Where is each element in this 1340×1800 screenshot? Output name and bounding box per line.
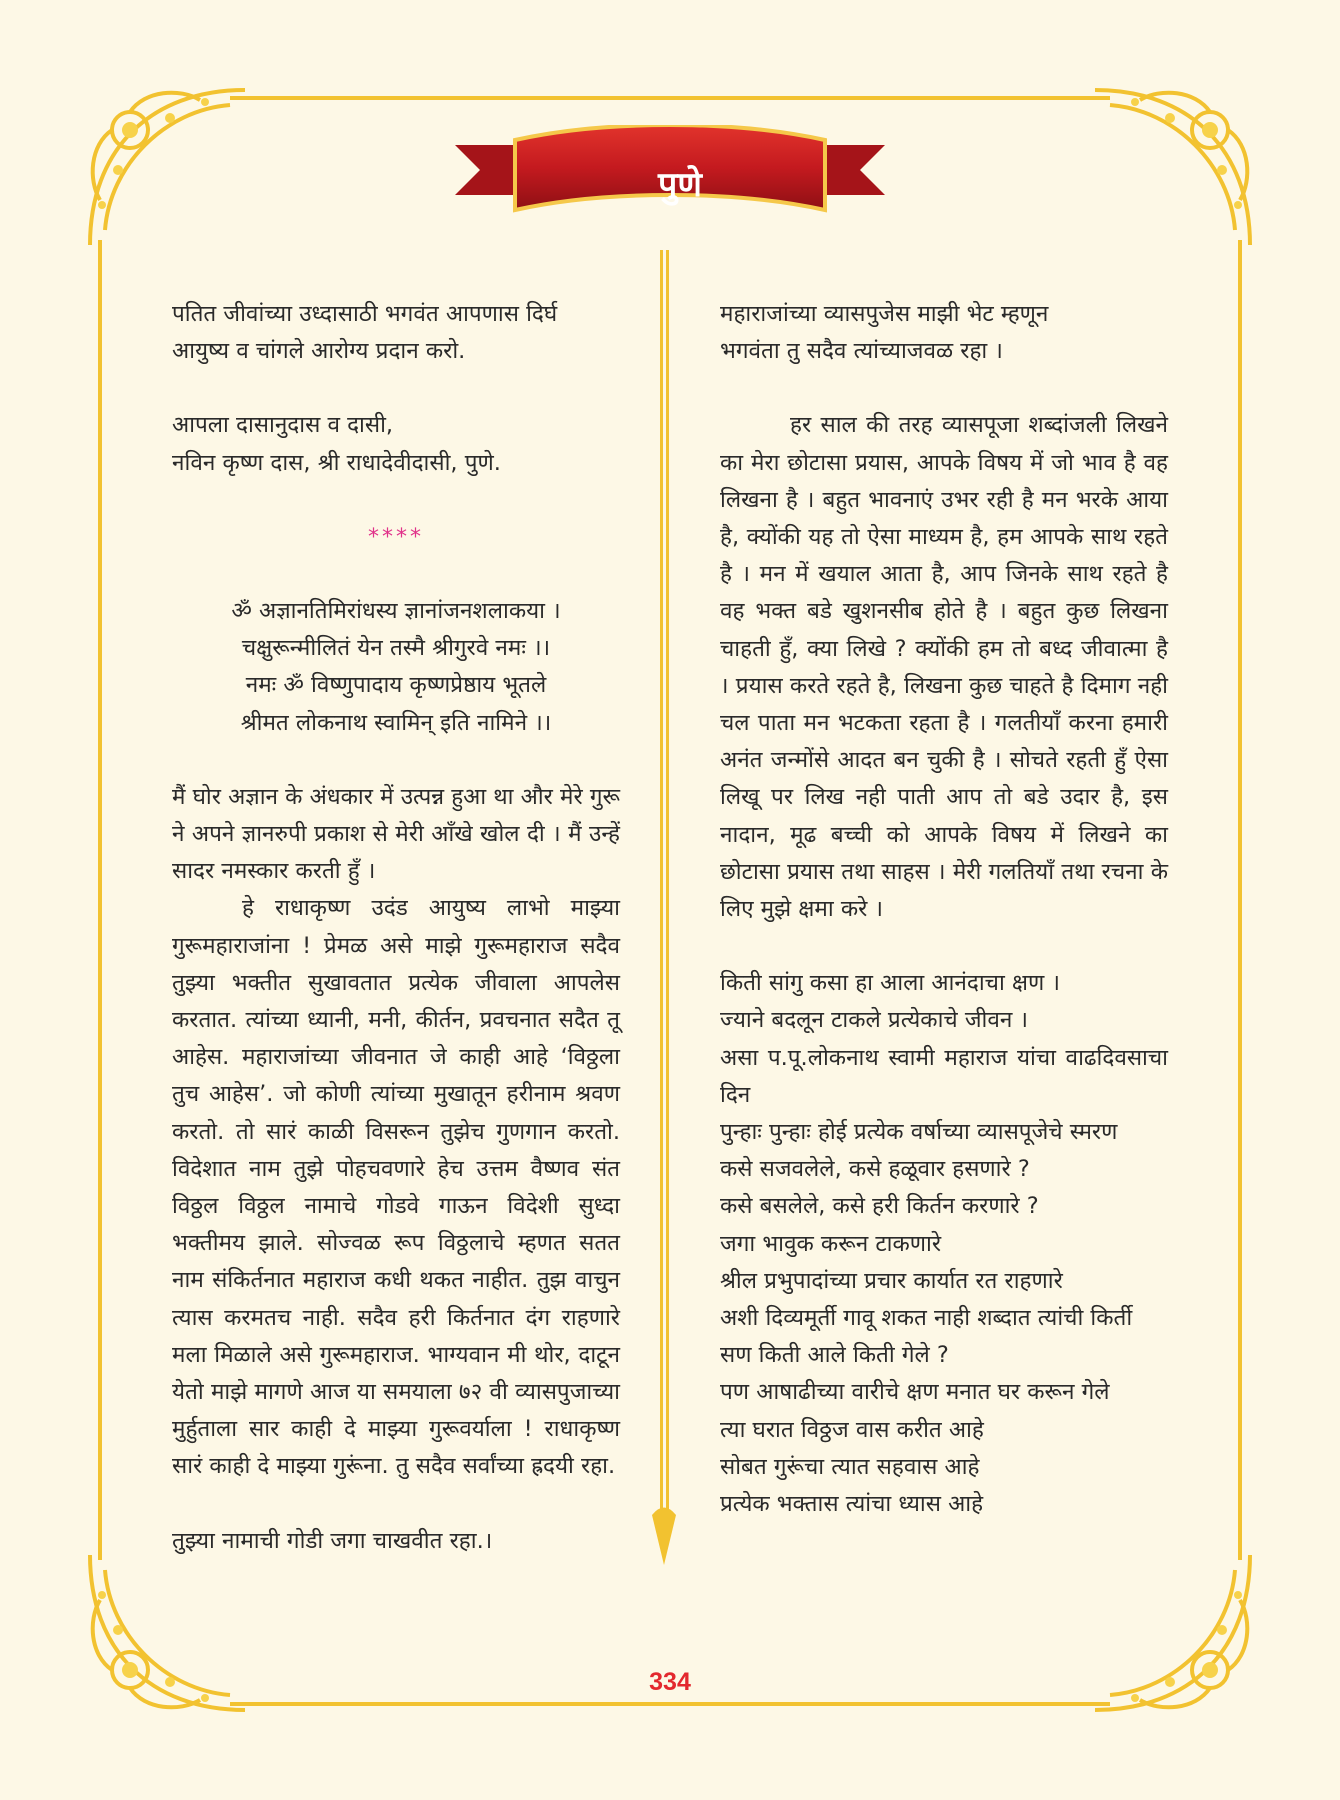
frame-left-line [98,240,102,1560]
page-number: 334 [649,1668,691,1696]
frame-bottom-line [230,1702,1110,1706]
corner-ornament-icon [70,1540,260,1730]
column-divider-icon [644,250,684,1590]
paragraph [720,296,1168,370]
text-line: भगवंता तु सदैव त्यांच्याजवळ रहा । [720,338,1003,365]
poem-line: सण किती आले किती गेले ? [720,1342,949,1369]
paragraph [172,1523,620,1560]
frame-right-line [1238,240,1242,1560]
sanskrit-verse [172,593,620,742]
paragraph: मैं घोर अज्ञान के अंधकार में उत्पन्न हुआ था और मेरे गुरू ने अपने ज्ञानरुपी प्रकाश से मेरी आँखे खोल दी । मैं उन्हें सादर नमस्कार करती हुँ । [172,783,620,885]
poem-line: प्रत्येक भक्तास त्यांचा ध्यास आहे [720,1491,984,1518]
paragraph-gap [172,556,620,593]
paragraph [172,296,620,370]
text-line: आपला दासानुदास व दासी, [172,412,394,439]
right-column [720,296,1168,1523]
verse-line: ॐ अज्ञानतिमिरांधस्य ज्ञानांजनशलाकया । [231,598,561,625]
poem-line: सोबत गुरूंचा त्यात सहवास आहे [720,1453,980,1480]
paragraph-gap [172,742,620,779]
frame-top-line [230,96,1110,100]
paragraph: हर साल की तरह व्यासपूजा शब्दांजली लिखने का मेरा छोटासा प्रयास, आपके विषय में जो भाव है वह लिखना है । बहुत भावनाएं उभर रही है मन भरके आया है, क्योंकी यह तो ऐसा माध्यम है, हम आपके साथ रहते है । मन में खयाल आता है, आप जिनके साथ रहते है वह भक्त बडे खुशनसीब होते है । बहुत कुछ लिखना चाहती हुँ, क्या लिखे ? क्योंकी हम तो बध्द जीवात्मा है । प्रयास करते रहते है, लिखना कुछ चाहते है दिमाग नही चल पाता मन भटकता रहता है । गलतीयाँ करना हमारी अनंत जन्मोंसे आदत बन चुकी है । सोचते रहती हुँ ऐसा लिखू पर लिख नही पाती आप तो बडे उदार है, इस नादान, मूढ बच्ची को आपके विषय में लिखने का छोटासा प्रयास तथा साहस । मेरी गलतियाँ तथा रचना के लिए मुझे क्षमा करे । [720,412,1168,923]
poem-line: पण आषाढीच्या वारीचे क्षण मनात घर करून गेले [720,1379,1110,1406]
paragraph-gap [172,370,620,407]
corner-ornament-icon [1080,1540,1270,1730]
poem [720,965,1168,1523]
corner-ornament-icon [70,70,260,260]
verse-line: नमः ॐ विष्णुपादाय कृष्णप्रेष्ठाय भूतले [245,672,547,699]
poem-line: त्या घरात विठ्ठज वास करीत आहे [720,1416,984,1443]
poem-line: कसे बसलेले, कसे हरी किर्तन करणारे ? [720,1193,1039,1220]
text-line: महाराजांच्या व्यासपुजेस माझी भेट म्हणून [720,301,1049,327]
text-line: पतित जीवांच्या उध्दासाठी भगवंत आपणास दिर्घ [172,301,558,327]
poem-line: जगा भावुक करून टाकणारे [720,1230,942,1257]
paragraph [172,407,620,481]
left-column [172,296,620,1560]
poem-line: किती सांगु कसा हा आला आनंदाचा क्षण । [720,970,1061,997]
paragraph-gap [172,1486,620,1523]
poem-line: असा प.पू.लोकनाथ स्वामी महाराज यांचा वाढदिवसाचा दिन [720,1044,1168,1108]
verse-line: चक्षुरून्मीलितं येन तस्मै श्रीगुरवे नमः ।। [241,635,551,662]
text-line: आयुष्य व चांगले आरोग्य प्रदान करो. [172,338,466,365]
page-title: पुणे [658,165,702,205]
poem-line: ज्याने बदलून टाकले प्रत्येकाचे जीवन । [720,1007,1029,1034]
poem-line: कसे सजवलेले, कसे हळूवार हसणारे ? [720,1156,1030,1183]
corner-ornament-icon [1080,70,1270,260]
poem-line: श्रील प्रभुपादांच्या प्रचार कार्यात रत राहणारे [720,1267,1063,1294]
text-line: नविन कृष्ण दास, श्री राधादेवीदासी, पुणे. [172,449,501,476]
paragraph-gap [720,928,1168,965]
separator-stars: **** [368,524,424,550]
poem-line: अशी दिव्यमूर्ती गावू शकत नाही शब्दात त्यांची किर्ती [720,1305,1133,1332]
paragraph-gap [172,482,620,519]
paragraph-gap [720,370,1168,407]
poem-line: पुन्हाः पुन्हाः होई प्रत्येक वर्षाच्या व्यासपूजेचे स्मरण [720,1119,1118,1146]
paragraph: हे राधाकृष्ण उदंड आयुष्य लाभो माझ्या गुरूमहाराजांना ! प्रेमळ असे माझे गुरूमहाराज सदैव तुझ्या भक्तीत सुखावतात प्रत्येक जीवाला आपलेस करतात. त्यांच्या ध्यानी, मनी, कीर्तन, प्रवचनात सदैत तू आहेस. महाराजांच्या जीवनात जे काही आहे ‘विठ्ठला तुच आहेस’. जो कोणी त्यांच्या मुखातून हरीनाम श्रवण करतो. तो सारं काळी विसरून तुझेच गुणगान करतो. विदेशात नाम तुझे पोहचवणारे हेच उत्तम वैष्णव संत विठ्ठल विठ्ठल नामाचे गोडवे गाऊन विदेशी सुध्दा भक्तीमय झाले. सोज्वळ रूप विठ्ठलाचे म्हणत सतत नाम संकिर्तनात महाराज कधी थकत नाहीत. तुझ वाचुन त्यास करमतच नाही. सदैव हरी किर्तनात दंग राहणारे मला मिळाले असे गुरूमहाराज. भाग्यवान मी थोर, दाटून येतो माझे मागणे आज या समयाला ७२ वी व्यासपुजाच्या मुर्हुताला सार काही दे माझ्या गुरूवर्याला ! राधाकृष्ण सारं काही दे माझ्या गुरूंना. तु सदैव सर्वांच्या ह्रदयी रहा. [172,895,620,1480]
text-line: तुझ्या नामाची गोडी जगा चाखवीत रहा.। [172,1527,493,1554]
verse-line: श्रीमत लोकनाथ स्वामिन् इति नामिने ।। [240,709,552,736]
